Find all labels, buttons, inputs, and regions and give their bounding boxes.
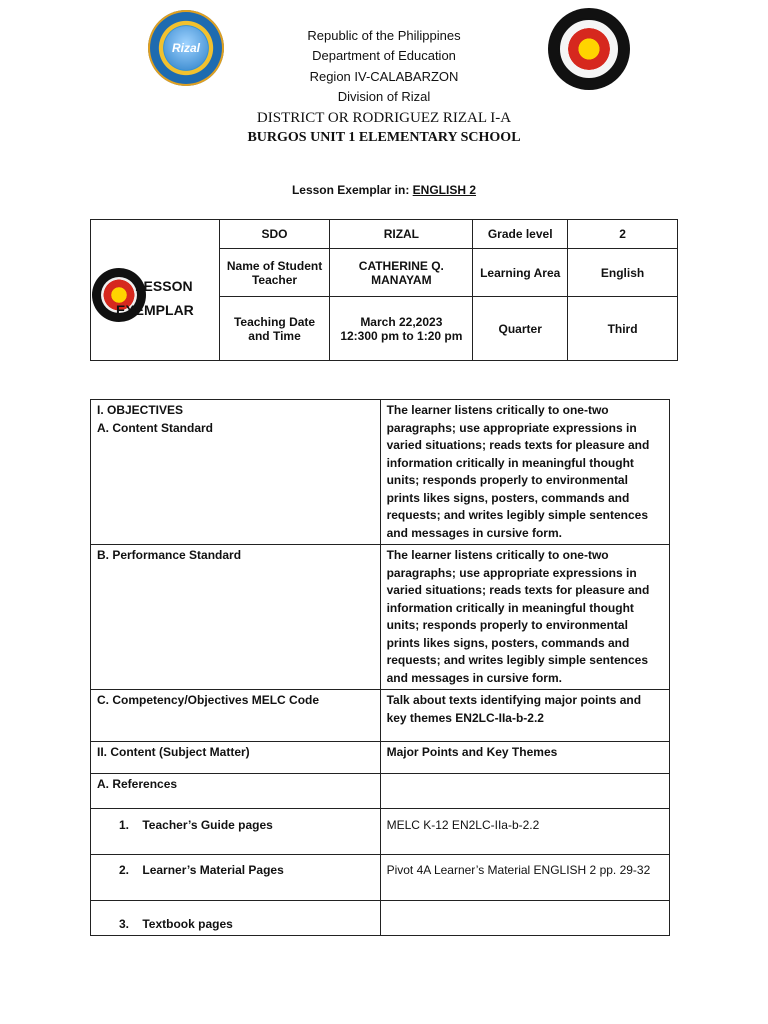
learners-material-number: 2. [119,863,130,877]
teaching-date-value [330,297,473,361]
competency-text: Talk about texts identifying major points and key themes EN2LC-IIa-b-2.2 [380,690,669,742]
quarter-label: Quarter [473,297,568,361]
teachers-guide-text: MELC K-12 EN2LC-IIa-b-2.2 [380,809,669,855]
competency-label: C. Competency/Objectives MELC Code [91,690,381,742]
performance-standard-text: The learner listens critically to one-two paragraphs; use appropriate expressions in varied situations; reads texts for pleasure and information critically in meaningful thought units; responds properly to environmental prints likes signs, posters, commands and requests; and writes legibly simple sentences and messages in cursive form. [380,545,669,690]
header-division: Division of Rizal [337,89,431,104]
exemplar-label: Lesson Exemplar in: [291,183,410,197]
lesson-exemplar-title [108,274,194,322]
performance-standard-label: B. Performance Standard [91,545,381,690]
textbook-label: Textbook pages [142,916,233,931]
quarter-value: Third [568,297,678,361]
textbook-text [380,901,669,936]
sdo-value: RIZAL [330,220,473,249]
learners-material-label: Learner’s Material Pages [142,863,284,877]
sdo-label: SDO [219,220,330,249]
grade-label: Grade level [473,220,568,249]
teaching-date-label: Teaching Date and Time [219,297,330,361]
learners-material-cell [91,855,381,901]
teachers-guide-cell [91,809,381,855]
teachers-guide-number: 1. [119,818,130,832]
teaching-time: 12:300 pm to 1:20 pm [340,328,463,343]
textbook-number: 3. [119,916,130,931]
content-standard-label: A. Content Standard [97,420,213,435]
textbook-cell [91,901,381,936]
header-department: Department of Education [312,48,456,63]
header-republic: Republic of the Philippines [307,28,461,43]
references-text [380,774,669,809]
lesson-plan-table [90,399,670,936]
content-label: II. Content (Subject Matter) [91,742,381,774]
lesson-title-line1: LESSON [135,278,193,294]
student-teacher-value: CATHERINE Q. MANAYAM [330,249,473,297]
learning-area-value: English [568,249,678,297]
content-text: Major Points and Key Themes [380,742,669,774]
references-label: A. References [91,774,381,809]
lesson-title-line2: EXEMPLAR [116,302,194,318]
header-region: Region IV-CALABARZON [309,69,459,84]
grade-value: 2 [568,220,678,249]
header-school: BURGOS UNIT 1 ELEMENTARY SCHOOL [247,130,521,145]
learning-area-label: Learning Area [473,249,568,297]
student-teacher-label: Name of Student Teacher [219,249,330,297]
teaching-date: March 22,2023 [360,314,443,329]
learners-material-text: Pivot 4A Learner’s Material ENGLISH 2 pp. 29-32 [380,855,669,901]
header-district: DISTRICT OR RODRIGUEZ RIZAL I-A [256,110,512,126]
content-standard-text: The learner listens critically to one-two paragraphs; use appropriate expressions in varied situations; reads texts for pleasure and information critically in meaningful thought units; responds properly to environmental prints likes signs, posters, commands and requests; and writes legibly simple sentences and messages in cursive form. [380,400,669,545]
exemplar-heading [0,183,768,197]
teachers-guide-label: Teacher’s Guide pages [142,818,273,832]
objectives-heading: I. OBJECTIVES [97,403,184,417]
objectives-cell [91,400,381,545]
rizal-logo-text: Rizal [164,26,208,70]
exemplar-subject: ENGLISH 2 [412,183,477,197]
